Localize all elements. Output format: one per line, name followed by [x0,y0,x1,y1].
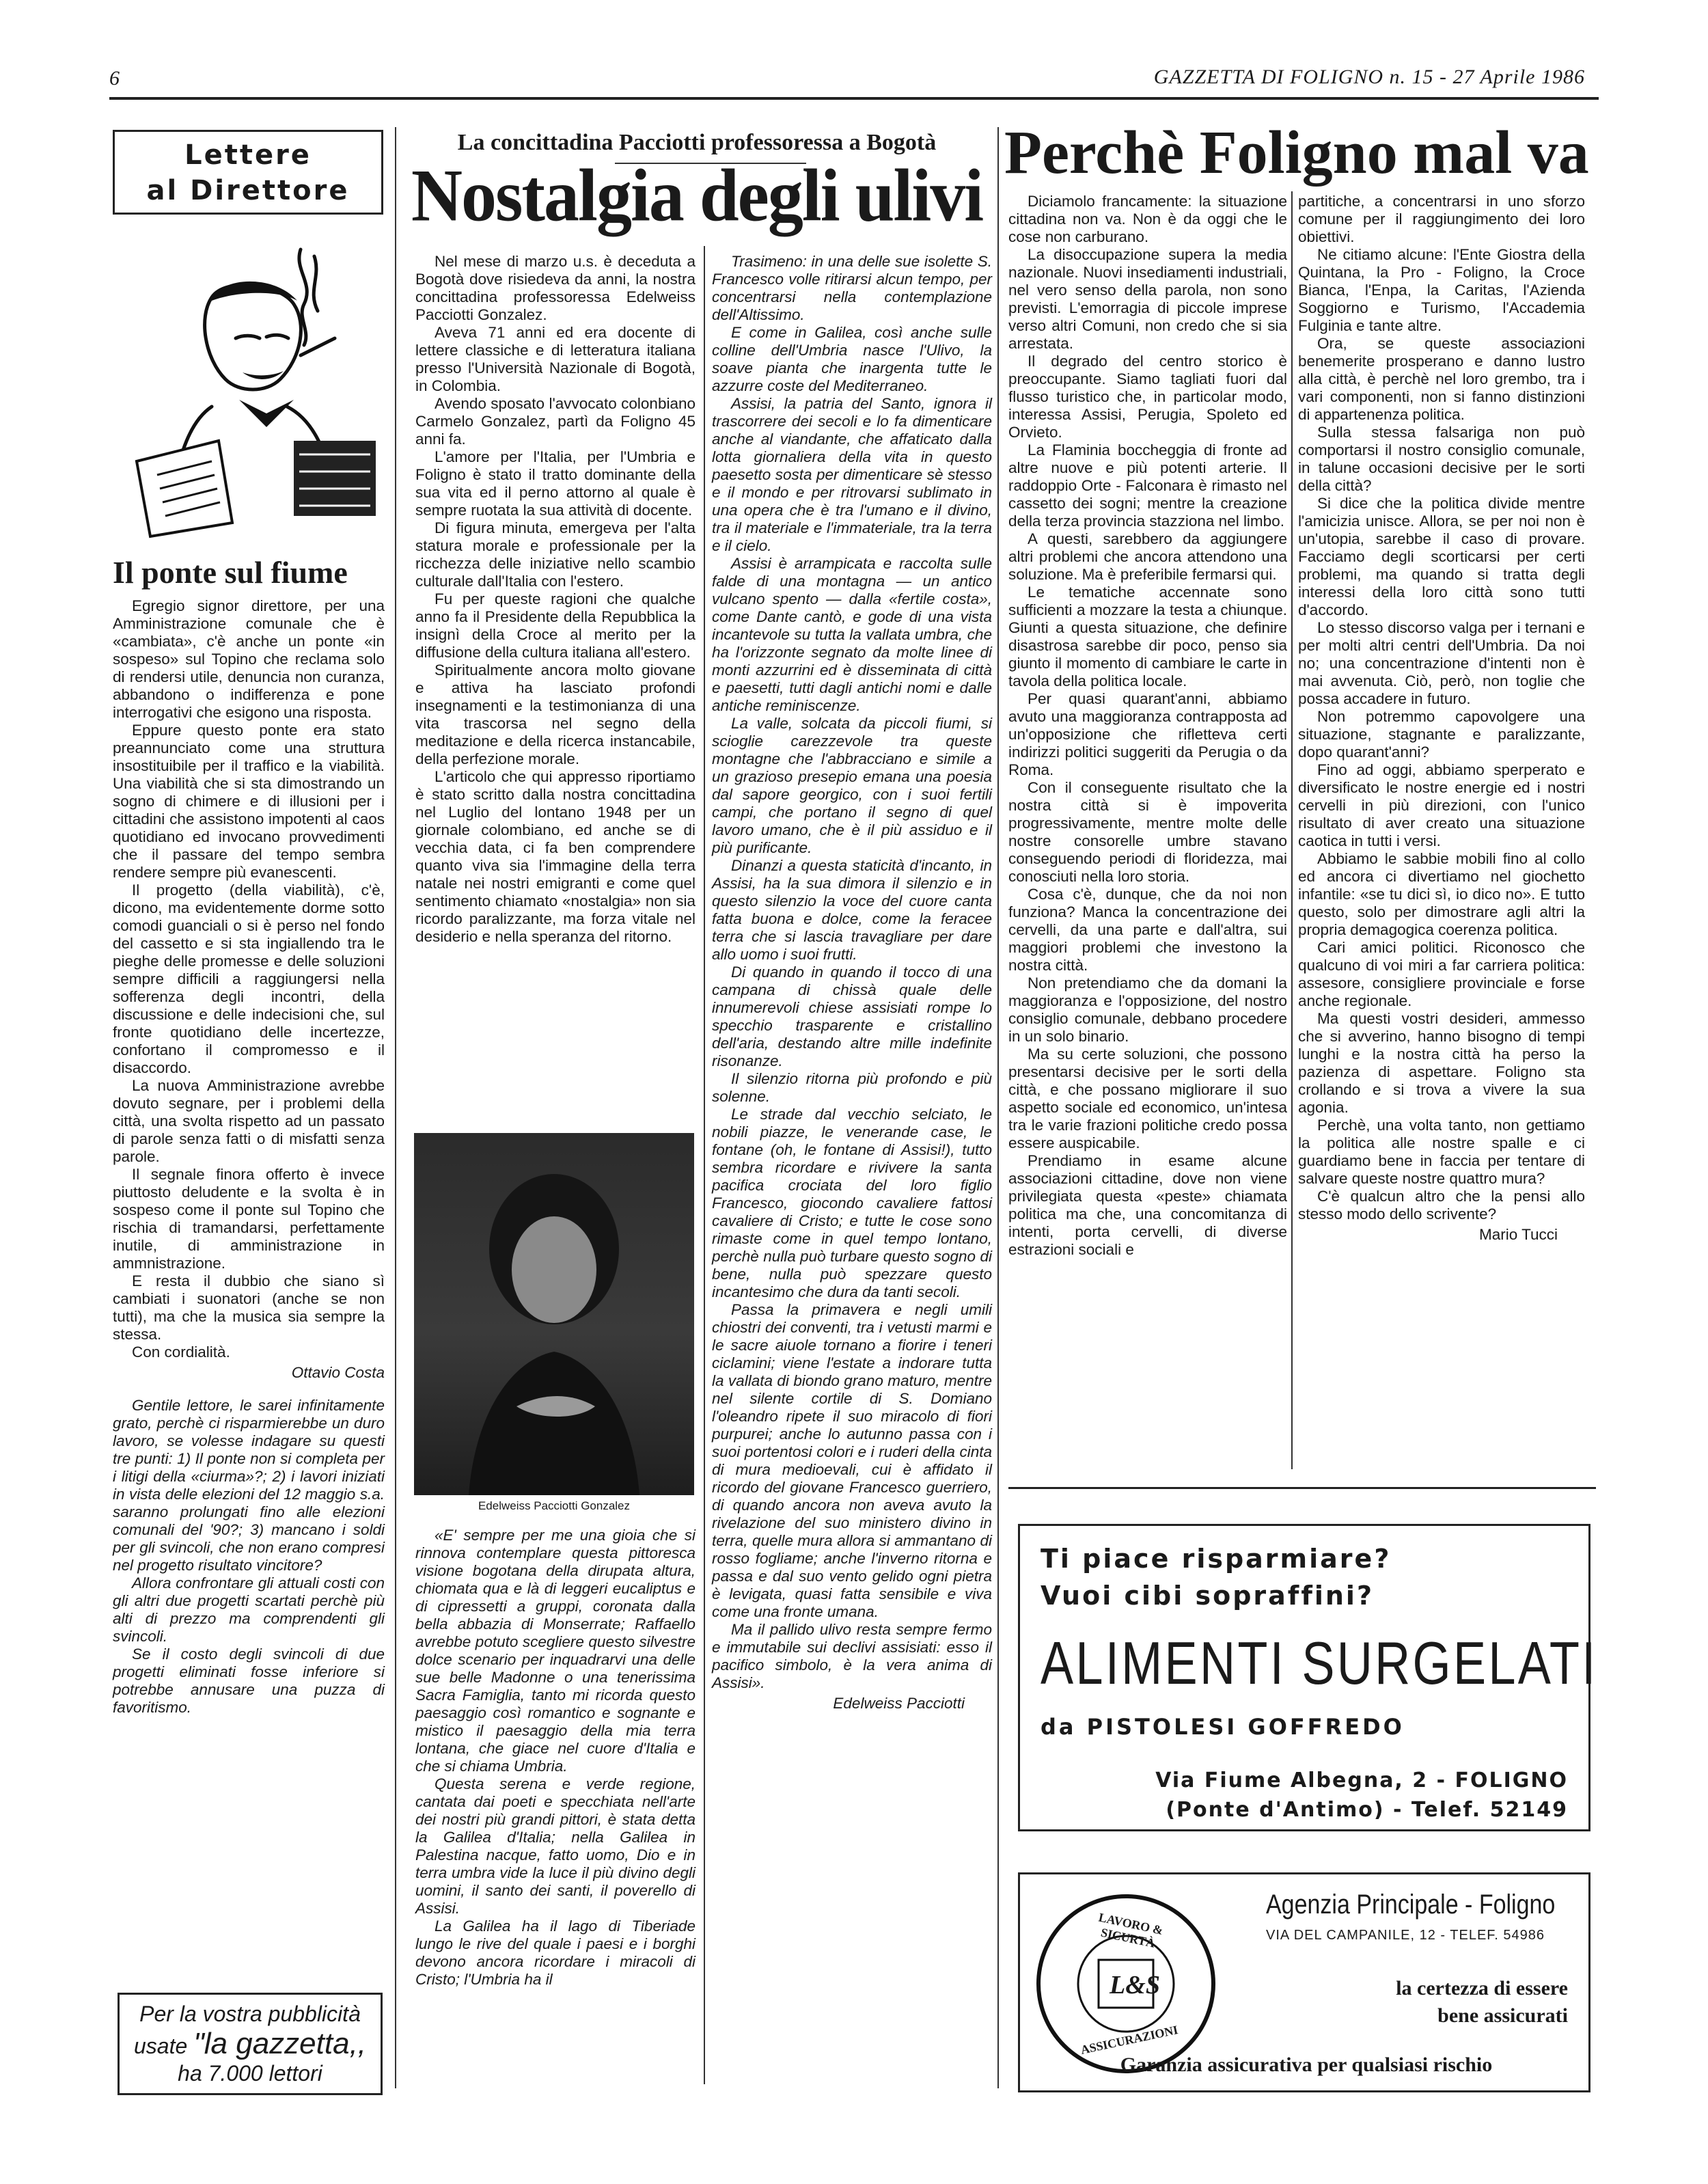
ad-address: Via Fiume Albegna, 2 - FOLIGNO [1155,1769,1568,1792]
paragraph: Ora, se queste associazioni benemerite prosperano e danno lustro alla città, è perchè nel loro grembo, tra i vari componenti, non si fanno distinzioni di appartenenza politica. [1298,335,1585,423]
paragraph: Fu per queste ragioni che qualche anno fa il Presidente della Repubblica la insignì della Croce al merito per la diffusione della cultura italiana all'estero. [415,590,695,661]
paragraph: Nel mese di marzo u.s. è deceduta a Bogotà dove risiedeva da anni, la nostra concittadina professoressa Edelweiss Pacciotti Gonzalez. [415,253,695,323]
direttore-label: al Direttore [146,175,350,206]
paragraph: Diciamolo francamente: la situazione cittadina non va. Non è da oggi che le cose non carburano. [1008,193,1287,245]
nostalgia-col1-article [415,1527,695,1989]
agency-name: Agenzia Principale - Foligno [1266,1889,1556,1920]
paragraph: Lo stesso discorso valga per i ternani e per molti altri centri dell'Umbria. Da noi no; una concentrazione d'intenti non è mai avvenuta. Ciò, però, non toglie che possa accadere in futuro. [1298,619,1585,707]
lettere-signature: Ottavio Costa [291,1364,385,1381]
paragraph: Ma il pallido ulivo resta sempre fermo e immutabile sui declivi assisiati: esso il pacifico simbolo, è la vera anima di Assisi». [712,1621,992,1691]
promo-line: Per la vostra pubblicità [139,2002,361,2026]
photo-caption: Edelweiss Pacciotti Gonzalez [478,1499,631,1512]
ad-company: da PISTOLESI GOFFREDO [1041,1714,1405,1740]
paragraph: Cari amici politici. Riconosco che qualcuno di voi miri a far carriera politica: assesore, consigliere provinciale e forse anche regionale. [1298,939,1585,1009]
perche-col2 [1298,193,1585,1244]
paragraph: Questa serena e verde regione, cantata dai poeti e specchiata nell'arte dei nostri più grandi pittori, è stata detta la Galilea d'Italia; nella Galilea in Palestina nacque, fatto uomo, Dio e in terra umbra vide la luce il più divino degli uomini, il santo dei santi, il poverello di Assisi. [415,1775,695,1917]
cartoon-reader-illustration [109,236,383,550]
paragraph: E resta il dubbio che siano sì cambiati i suonatori (anche se non tutti), ma che la musica sia sempre la stessa. [113,1272,385,1343]
header-rule [109,97,1599,100]
section-rule [1008,1487,1596,1489]
paragraph: Il segnale finora offerto è invece piuttosto deludente e la svolta è in sospeso come il ponte sul Topino che rischia di tramandarsi, perfettamente inutile, di amministrazione in ammnistrazione. [113,1166,385,1272]
paragraph: Di quando in quando il tocco di una campana di chissà quale delle innumerevoli chiese assisiati rompe lo specchio trasparente e cristallino dell'aria, destando altre mille indefinite risonanze. [712,964,992,1069]
masthead: GAZZETTA DI FOLIGNO n. 15 - 27 Aprile 1986 [1153,66,1585,88]
nostalgia-title: Nostalgia degli ulivi [411,154,983,237]
paragraph: Il progetto (della viabilità), c'è, dicono, ma evidentemente dorme sotto comodi guanciali o si è perso nel fondo del cassetto e si sta ingiallendo tra le pieghe delle promesse e delle soluzioni sempre difficili a raggiungersi nella sofferenza degli incontri, della discussione e delle indecisioni che, sul fronte quotidiano delle incertezze, confortano il compromesso e il disaccordo. [113,882,385,1076]
paragraph: Trasimeno: in una delle sue isolette S. Francesco volle ritirarsi alcun tempo, per concentrarsi nella contemplazione dell'Altissimo. [712,253,992,323]
ad-headline: ALIMENTI SURGELATI [1041,1629,1598,1697]
ad-line: Vuoi cibi sopraffini? [1041,1581,1374,1611]
paragraph: Fino ad oggi, abbiamo sperperato e diversificato le nostre energie ed i nostri cervelli in più direzioni, con l'unico risultato di aver creato una situazione caotica in tutti i versi. [1298,761,1585,849]
paragraph: Aveva 71 anni ed era docente di lettere classiche e di letteratura italiana presso l'Università Nazionale di Bogotà, in Colombia. [415,324,695,394]
agency-address: VIA DEL CAMPANILE, 12 - TELEF. 54986 [1266,1928,1545,1943]
ad-assicurazioni [1018,1872,1590,2092]
paragraph: La valle, solcata da piccoli fiumi, si scioglie carezzevole tra queste montagne che l'abbracciano e simile a un grazioso presepio emana una poesia dal sapore georgico, con i suoi fertili campi, che portano il segno di quel lavoro umano, che è il più assiduo e il più purificante. [712,715,992,856]
paragraph: La nuova Amministrazione avrebbe dovuto segnare, per i problemi della città, una svolta rispetto ad un passato di parole senza fatti o di misfatti senza parole. [113,1077,385,1165]
paragraph: L'articolo che qui appresso riportiamo è stato scritto dalla nostra concittadina nel Luglio del lontano 1948 per un giornale colombiano, ed anche se di vecchia data, ci fa ben comprendere quanto viva sia l'immagine della terra natale nei nostri emigranti e come quel sentimento chiamato «nostalgia» non sia ricordo paralizzante, ma forza vitale nel desiderio e nella speranza del ritorno. [415,768,695,945]
paragraph: Non pretendiamo che da domani la maggioranza e l'opposizione, del nostro consiglio comunale, debbano procedere in un solo binario. [1008,974,1287,1045]
paragraph: Non potremmo capovolgere una situazione, stagnante e paralizzante, dopo quarant'anni? [1298,708,1585,761]
slogan-line: la certezza di essere [1396,1977,1568,1999]
paragraph: Sulla stessa falsariga non può comportarsi il nostro consiglio comunale, in talune occasioni decisive per le sorti della città? [1298,424,1585,494]
nostalgia-kicker: La concittadina Pacciotti professoressa a Bogotà [457,130,937,155]
paragraph: Passa la primavera e negli umili chiostri dei conventi, tra i vetusti marmi e le sacre aiuole tornano a fiorire i teneri ciclamini; viene l'estate a indorare tutta la vallata di biondo grano maturo, mentre nel silente cortile di S. Domiano l'oleandro ripete il suo miracolo di fiori purpurei; anche lo autunno passa con i suoi portentosi colori e i ruderi della cinta di mura medioevali, cui è affidato il ricordo del giovane Francesco guerriero, di quando ancora non aveva avuto la rivelazione del suo ministero divino in terra, quelle mura allora si ammantano di rosso fogliame; anche l'inverno ritorna e passa e dal suo vento gelido ogni pietra è levigata, quasi fatta sensibile e viva come una fronte umana. [712,1301,992,1620]
paragraph: La Galilea ha il lago di Tiberiade lungo le rive del quale i paesi e i borghi devono ancora ricordare i miracoli di Cristo; l'Umbria ha il [415,1917,695,1988]
reply-paragraph: Se il costo degli svincoli di due progetti eliminati fosse inferiore si potrebbe annusare una puzza di favoritismo. [113,1646,385,1716]
paragraph: Ma questi vostri desideri, ammesso che si avverino, hanno bisogno di tempi lunghi e la nostra città ha perso la pazienza di aspettare. Foligno sta crollando e si trova a vivere la sua agonia. [1298,1010,1585,1116]
paragraph: Con cordialità. [132,1343,230,1361]
paragraph: Il degrado del centro storico è preoccupante. Siamo tagliati fuori dal flusso turistico che, in particolar modo, interessa Assisi, Perugia, Spoleto ed Orvieto. [1008,353,1287,441]
column-divider [395,127,396,2088]
column-divider [1291,191,1293,1469]
column-divider [704,246,705,2084]
promo-line: usate "la gazzetta,, [133,2027,367,2060]
paragraph: Ma su certe soluzioni, che possono presentarsi decisive per le sorti della città, e che possano migliorare il suo aspetto sociale ed economico, un'intesa tra le varie frazioni politiche credo possa essere auspicabile. [1008,1046,1287,1151]
paragraph: L'amore per l'Italia, per l'Umbria e Foligno è stato il tratto dominante della sua vita ed il perno attorno al quale è sempre ruotata la sua attività di docente. [415,448,695,519]
logo-monogram: L&S [1110,1971,1160,1999]
lettere-header-box [113,130,383,215]
paragraph: La disoccupazione supera la media nazionale. Nuovi insediamenti industriali, nel vero senso della parola, non sono previsti. L'emorragia di piccole imprese verso altri Comuni, non credo che si sia arrestata. [1008,246,1287,352]
perche-signature: Mario Tucci [1478,1226,1558,1243]
page-number: 6 [109,67,120,90]
paragraph: Il silenzio ritorna più profondo e più solenne. [712,1070,992,1105]
gazzetta-promo-box [118,1993,383,2095]
paragraph: Assisi è arrampicata e raccolta sulle falde di una montagna — un antico vulcano spento — dalla «fertile costa», come Dante cantò, e gode di una vista incantevole su tutta la vallata umbra, che ha l'orizzonte segnato da molte linee di monti azzurrini ed è disseminata di città e paesetti, tutti dagli antichi nomi e dalle antiche reminiscenze. [712,555,992,714]
paragraph: Spiritualmente ancora molto giovane e attiva ha lasciato profondi insegnamenti e la testimonianza di una vita trascorsa nel segno della meditazione e della ricerca instancabile, della perfezione morale. [415,661,695,767]
slogan-line: bene assicurati [1437,2004,1568,2027]
paragraph: E come in Galilea, così anche sulle colline dell'Umbria nasce l'Ulivo, la soave pianta che inargenta tutte le azzurre coste del Mediterraneo. [712,324,992,394]
paragraph: C'è qualcun altro che la pensi allo stesso modo dello scrivente? [1298,1188,1585,1223]
logo-text-top: LAVORO & SICURTÀ [1097,1910,1165,1950]
portrait-photo [414,1133,694,1495]
lettere-label: Lettere [184,139,312,171]
column-divider [997,127,999,2088]
paragraph: Di figura minuta, emergeva per l'alta statura morale e professionale per la ricchezza delle iniziative nello scambio culturale dall'Italia con l'estero. [415,519,695,590]
ad-footer: Garanzia assicurativa per qualsiasi rischio [1120,2053,1493,2076]
paragraph: Le strade dal vecchio selciato, le nobili piazze, le venerande case, le fontane (oh, le fontane di Assisi!), tutto sembra ricordare e rivivere la santa pacifica crociata del loro figlio Francesco, giocondo cavaliere fattosi cavaliere di Cristo; e tutte le cose sono rimaste come in quel tempo lontano, perchè nulla può turbare questo sogno di bene, nulla può spezzare questo incantesimo che dura da tanti secoli. [712,1106,992,1300]
paragraph: Ne citiamo alcune: l'Ente Giostra della Quintana, la Pro - Foligno, la Croce Bianca, l'Enpa, la Caritas, l'Azienda Soggiorno e Turismo, l'Accademia Fulginia e tante altre. [1298,246,1585,334]
paragraph: Assisi, la patria del Santo, ignora il trascorrere dei secoli e lo fa dimenticare anche al viandante, che affaticato dalla lotta giornaliera della vita in questo paesetto sosta per dimenticare sè stesso e il mondo e per ritrovarsi sublimato in una opera che è tra l'umano e il divino, tra il materiale e l'immateriale, tra la terra e il cielo. [712,395,992,554]
paragraph: Cosa c'è, dunque, che da noi non funziona? Manca la concentrazione dei cervelli, da una parte e dall'altra, sui maggiori problemi che investono la nostra città. [1008,886,1287,974]
paragraph: Si dice che la politica divide mentre l'amicizia unisce. Allora, se per noi non è un'utopia, sarebbe il caso di provare. Facciamo degli scorticarsi per certi problemi, ma quando si tratta degli interessi della loro città sono tutti d'accordo. [1298,495,1585,618]
nostalgia-signature: Edelweiss Pacciotti [833,1695,965,1712]
paragraph: Con il conseguente risultato che la nostra città si è impoverita progressivamente, mentre molte delle nostre consorelle umbre stavano conseguendo periodi di floridezza, mai conosciuti nella loro storia. [1008,779,1287,885]
ad-phone: (Ponte d'Antimo) - Telef. 52149 [1166,1798,1568,1822]
paragraph: Prendiamo in esame alcune associazioni cittadine, dove non viene privilegiata questa «peste» chiamata politica ma che, una concomitanza di intenti, porta cervelli, di diverse estrazioni sociali e [1008,1152,1287,1258]
reply-paragraph: Gentile lettore, le sarei infinitamente grato, perchè ci risparmierebbe un duro lavoro, se volesse indagare su questi tre punti: 1) Il ponte non si completa per i litigi della «ciurma»?; 2) i lavori iniziati in vista delle elezioni del 12 maggio s.a. saranno prolungati fino alle elezioni comunali del '90?; 3) mancano i soldi per gli svincoli, che non erano compresi nel progetto risultato vincitore? [113,1397,385,1574]
reply-paragraph: Allora confrontare gli attuali costi con gli altri due progetti scartati perchè più alti di prezzo ma comprendenti gli svincoli. [113,1574,385,1645]
ad-line: Ti piace risparmiare? [1041,1544,1392,1574]
lettere-body [113,597,385,1717]
paragraph: «E' sempre per me una gioia che si rinnova contemplare questa pittoresca visione bogotana della dirupata altura, chiomata qua e là di leggeri eucaliptus e di cipressetti a gruppi, coronata dalla bella abbazia di Monserrate; Raffaello avrebbe potuto scegliere questo silvestre dolce scenario per inquadrarvi una delle sue belle Madonne o una tenerissima Sacra Famiglia, tanto mi ricorda questo paesaggio così romantico e sognante e mistico il paesaggio della mia terra lontana, che giace nel cuore d'Italia e che si chiama Umbria. [415,1527,695,1775]
nostalgia-col2-article [712,253,992,1712]
paragraph: partitiche, a concentrarsi in uno sforzo comune per il raggiungimento dei loro obiettivi. [1298,193,1585,245]
paragraph: Abbiamo le sabbie mobili fino al collo ed ancora ci divertiamo nel giochetto infantile: «se tu dici sì, io dico no». E tutto questo, solo per dimostrare agli altri la propria demagogica coerenza politica. [1298,850,1585,938]
perche-title: Perchè Foligno mal va [1004,119,1589,187]
paragraph: Dinanzi a questa staticità d'incanto, in Assisi, ha la sua dimora il silenzio e in questo silenzio la voce del cuore canta fatta buona e dolce, come la feracee terra che si lascia travagliare per dare allo uomo i suoi frutti. [712,857,992,963]
paragraph: Avendo sposato l'avvocato colonbiano Carmelo Gonzalez, partì da Foligno 45 anni fa. [415,395,695,448]
ad-alimenti-surgelati [1018,1524,1598,1831]
paragraph: A questi, sarebbero da aggiungere altri problemi che ancora attendono una soluzione. Ma è preferibile fermarsi qui. [1008,530,1287,583]
paragraph: Eppure questo ponte era stato preannunciato come una struttura insostituibile per il traffico e la viabilità. Una viabilità che si sta dimostrando un sogno di chimere e di illusioni per i cittadini che assistono impotenti al caos quotidiano ed invocano provvedimenti che il passare del tempo sembra rendere sempre più evanescenti. [113,722,385,881]
lettere-title: Il ponte sul fiume [113,555,348,590]
paragraph: Perchè, una volta tanto, non gettiamo la politica alle nostre spalle e ci guardiamo bene in faccia per tentare di salvare queste nostre quattro mura? [1298,1117,1585,1187]
perche-col1 [1008,193,1287,1259]
paragraph: Egregio signor direttore, per una Amministrazione comunale che è «cambiata», c'è anche un ponte «in sospeso» sul Topino che reclama solo di rendersi utile, denuncia non curanza, abbandono o indifferenza e pone interrogativi che esigono una risposta. [113,597,385,721]
paragraph: Le tematiche accennate sono sufficienti a mozzare la testa a chiunque. Giunti a questa situazione, che definire disastrosa sarebbe dir poco, penso sia giunto il momento di cambiare le carte in tavola della politica locale. [1008,584,1287,690]
paragraph: Per quasi quarant'anni, abbiamo avuto una maggioranza contrapposta ad un'opposizione che rifletteva certi indirizzi politici suggeriti da Perugia o da Roma. [1008,690,1287,778]
logo-text-bottom: ASSICURAZIONI [1079,2023,1179,2057]
paragraph: La Flaminia boccheggia di fronte ad altre nuove e più potenti arterie. Il raddoppio Orte - Falconara è rimasto nel cassetto dei sogni; mentre la creazione della terza provincia stazziona nel limbo. [1008,441,1287,530]
nostalgia-col1-intro [415,253,695,946]
promo-line: ha 7.000 lettori [178,2061,322,2086]
